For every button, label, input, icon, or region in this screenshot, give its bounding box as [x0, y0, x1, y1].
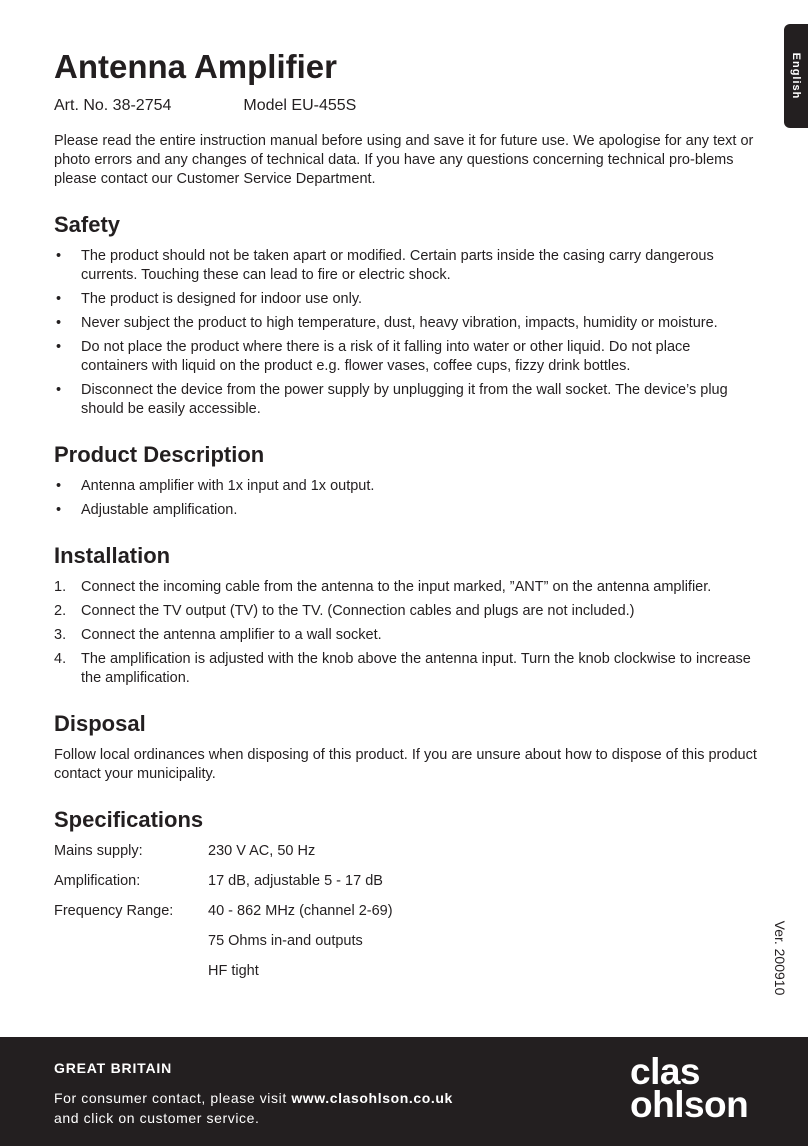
language-tab-label: English: [790, 52, 802, 100]
spec-row: [54, 902, 758, 921]
list-item: • The product should not be taken apart or modified. Certain parts inside the casing carry dangerous currents. Touching these can lead to fire or electric shock.: [54, 247, 758, 285]
intro-paragraph: Please read the entire instruction manual before using and save it for future use. We apologise for any text or photo errors and any changes of technical data. If you have any questions concerning technical pro-blems please contact our Customer Service Department.: [54, 133, 754, 187]
list-item: Connect the incoming cable from the antenna to the input marked, ”ANT” on the antenna amplifier.: [81, 579, 712, 595]
spec-value: 75 Ohms in-and outputs: [208, 933, 363, 949]
spec-row: [54, 932, 758, 951]
spec-row: [54, 872, 758, 891]
page-title: Antenna Amplifier: [54, 48, 337, 85]
website-link[interactable]: www.clasohlson.co.uk: [291, 1090, 453, 1106]
safety-list: [54, 247, 758, 419]
list-item: The amplification is adjusted with the knob above the antenna input. Turn the knob clockwise to increase the amplification.: [81, 651, 751, 686]
footer-contact: [54, 1088, 453, 1128]
spec-label: Amplification:: [54, 873, 141, 889]
installation-heading: Installation: [54, 543, 171, 568]
footer: [0, 1037, 808, 1146]
safety-heading: Safety: [54, 212, 121, 237]
spec-value: 17 dB, adjustable 5 - 17 dB: [208, 873, 383, 889]
list-item: Connect the TV output (TV) to the TV. (Connection cables and plugs are not included.): [81, 603, 635, 619]
version-label: Ver. 200910: [772, 920, 788, 996]
spec-value: HF tight: [208, 963, 259, 979]
list-item: • The product is designed for indoor use only.: [54, 290, 758, 309]
model-number: Model EU-455S: [243, 97, 357, 114]
spec-label: Frequency Range:: [54, 903, 174, 919]
list-item: Connect the antenna amplifier to a wall socket.: [81, 627, 382, 643]
spec-value: 230 V AC, 50 Hz: [208, 843, 316, 859]
clas-ohlson-logo: [630, 1051, 749, 1125]
spec-label: [54, 962, 208, 981]
manual-content: [54, 46, 758, 992]
product-description-list: [54, 477, 758, 520]
list-item: • Never subject the product to high temperature, dust, heavy vibration, impacts, humidity or moisture.: [54, 314, 758, 333]
contact-suffix: and click on customer service.: [54, 1110, 260, 1126]
specifications-heading: Specifications: [54, 807, 204, 832]
specifications-table: [54, 842, 758, 981]
list-item: • Adjustable amplification.: [54, 501, 758, 520]
logo-line-1: clas: [630, 1051, 701, 1092]
language-tab: [784, 24, 808, 128]
product-description-heading: Product Description: [54, 442, 265, 467]
footer-country: GREAT BRITAIN: [54, 1060, 172, 1076]
spec-row: [54, 842, 758, 861]
article-number: Art. No. 38-2754: [54, 97, 172, 114]
disposal-heading: Disposal: [54, 711, 146, 736]
spec-label: [54, 932, 208, 951]
contact-prefix: For consumer contact, please visit: [54, 1090, 292, 1106]
spec-row: [54, 962, 758, 981]
disposal-text: Follow local ordinances when disposing of this product. If you are unsure about how to dispose of this product contact your municipality.: [54, 747, 757, 782]
installation-steps: [54, 578, 758, 688]
list-item: • Do not place the product where there is a risk of it falling into water or other liquid. Do not place containers with liquid on the product e.g. flower vases, coffee cups, fizzy drink bottles.: [54, 338, 758, 376]
logo-line-2: ohlson: [630, 1084, 749, 1125]
spec-value: 40 - 862 MHz (channel 2-69): [208, 903, 393, 919]
spec-label: Mains supply:: [54, 843, 143, 859]
list-item: • Antenna amplifier with 1x input and 1x output.: [54, 477, 758, 496]
article-info: [54, 96, 758, 116]
list-item: • Disconnect the device from the power supply by unplugging it from the wall socket. The device’s plug should be easily accessible.: [54, 381, 758, 419]
